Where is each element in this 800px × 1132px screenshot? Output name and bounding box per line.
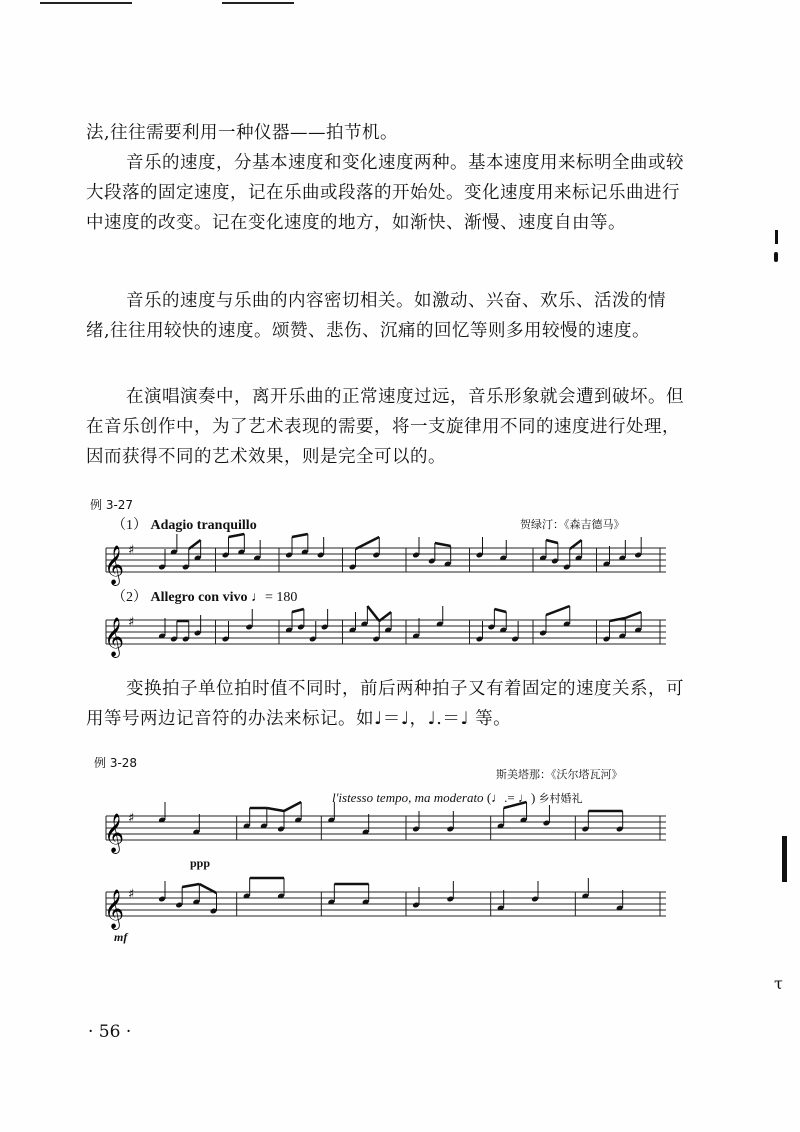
part2-marker: （2） [112,590,147,605]
tempo-relation: (♩.= ♩) [486,790,536,805]
staff-28-1 [100,808,670,852]
note-beam [367,606,379,621]
paragraph-meter-change-text: 变换拍子单位拍时值不同时，前后两种拍子又有着固定的速度关系，可用等号两边记音符的办法来标记。如♩＝♩，♩.＝♩ 等。 [86,679,684,729]
note-beam [610,618,626,621]
key-sharp-icon: ♯ [128,543,135,558]
note-beam [356,537,380,549]
example-28-label: 例 3-28 [94,756,138,770]
paragraph-tempo-types [86,148,686,238]
paragraph-tempo-types-text: 音乐的速度，分基本速度和变化速度两种。基本速度用来标明全曲或较大段落的固定速度，记在乐曲或段落的开始处。变化速度用来标记乐曲进行中速度的改变。记在变化速度的地方，如渐快、渐慢、速度自由等。 [86,153,684,233]
part1-tempo: Adagio tranquillo [150,518,257,533]
treble-clef-icon: 𝄞 [104,813,125,853]
header-rule-right [222,2,294,4]
paragraph-tempo-performance [86,382,686,472]
note-beam [182,884,199,887]
note-beam [625,612,641,618]
treble-clef-icon: 𝄞 [104,545,125,585]
note-beam [292,534,308,537]
note-beam [546,606,570,615]
note-beam [267,808,284,811]
margin-bar [782,836,787,882]
example-27-part1 [112,514,257,534]
note-beam [229,534,245,537]
paragraph-tempo-performance-text: 在演唱演奏中，离开乐曲的正常速度过远，音乐形象就会遭到破坏。但在音乐创作中，为了艺术表现的需要，将一支旋律用不同的速度进行处理，因而获得不同的艺术效果，则是完全可以的。 [86,387,684,467]
key-sharp-icon: ♯ [128,811,135,826]
tempo-text: l'istesso tempo, ma moderato [332,790,484,805]
paragraph-tempo-content-text: 音乐的速度与乐曲的内容密切相关。如激动、兴奋、欢乐、活泼的情绪,往往用较快的速度。颂赞、悲伤、沉痛的回忆等则多用较慢的速度。 [86,291,666,341]
note-beam [435,543,451,546]
part1-marker: （1） [112,518,147,533]
page-number: · 56 · [88,1022,132,1042]
note-beam [546,540,558,543]
treble-clef-icon: 𝄞 [104,889,125,929]
staff-28-2 [100,884,670,928]
dynamic-ppp: ppp [190,856,211,870]
margin-mark-top [775,230,778,244]
example-27-part2 [112,586,297,606]
paragraph-meter-change [86,674,686,734]
note-beam [284,802,301,811]
staff-27-2 [100,612,670,656]
paragraph-intro: 法,往往需要利用一种仪器——拍节机。 [86,123,399,143]
staff-27-1 [100,540,670,584]
paragraph-tempo-content [86,286,686,346]
note-beam [292,609,304,612]
section-text: 乡村婚礼 [538,793,583,805]
key-sharp-icon: ♯ [128,615,135,630]
example-27-label: 例 3-27 [90,498,134,512]
dynamic-mf: mf [114,930,128,944]
example-28-attribution: 斯美塔那：《沃尔塔瓦河》 [496,768,623,781]
treble-clef-icon: 𝄞 [104,617,125,657]
part2-tempo: Allegro con vivo [150,590,248,605]
note-beam [494,609,506,612]
margin-char: τ [774,974,783,993]
example-27-attribution: 贺绿汀：《森吉德马》 [520,518,625,531]
example-28-tempo [332,790,583,806]
header-rule-left [40,2,132,4]
part2-metronome: ♩= 180 [250,590,298,605]
key-sharp-icon: ♯ [128,887,135,902]
margin-mark-top2 [774,252,778,262]
